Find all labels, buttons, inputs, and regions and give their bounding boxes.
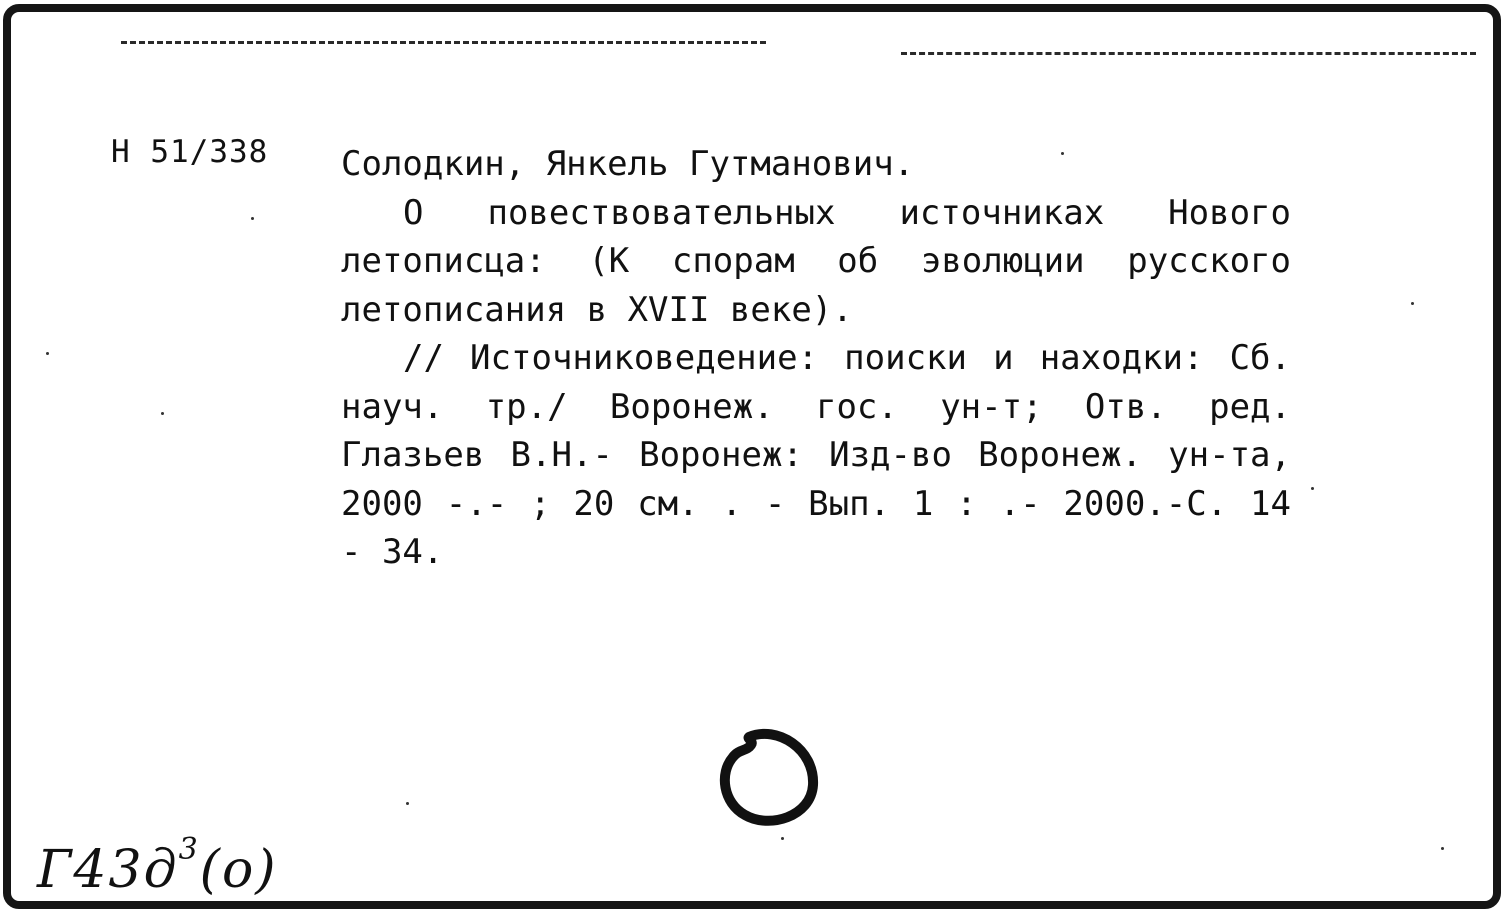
scan-speck xyxy=(1441,847,1444,850)
handwritten-shelfmark xyxy=(37,832,278,900)
shelfmark-base: Г43д xyxy=(37,840,179,900)
scan-speck xyxy=(406,802,409,805)
scan-speck xyxy=(251,217,254,220)
catalog-card xyxy=(3,4,1501,909)
author-name: Солодкин, Янкель Гутманович. xyxy=(341,144,915,184)
scan-speck xyxy=(1311,487,1314,490)
scan-speck xyxy=(1411,302,1414,305)
scan-speck xyxy=(781,837,784,840)
top-rule-right xyxy=(901,52,1476,55)
work-title: О повествовательных источниках Нового летописца: (К спорам об эволюции русского летописания в XVII веке). xyxy=(341,192,1291,330)
bibliographic-entry xyxy=(341,140,1291,577)
scan-speck xyxy=(161,412,164,415)
scan-speck xyxy=(46,352,49,355)
shelfmark-superscript: 3 xyxy=(178,832,200,867)
top-rule-left xyxy=(121,41,766,44)
source-description: // Источниковедение: поиски и находки: Сб. науч. тр./ Воронеж. гос. ун-т; Отв. ред. Глазьев В.Н.- Воронеж: Изд-во Воронеж. ун-та, 2000 -.- ; 20 см. . - Вып. 1 : .- 2000.-С. 14 - 34. xyxy=(341,338,1291,572)
shelfmark-suffix: (о) xyxy=(199,840,278,900)
scan-speck xyxy=(1061,152,1064,155)
punch-hole-icon xyxy=(717,727,827,837)
call-number: Н 51/338 xyxy=(111,134,269,170)
